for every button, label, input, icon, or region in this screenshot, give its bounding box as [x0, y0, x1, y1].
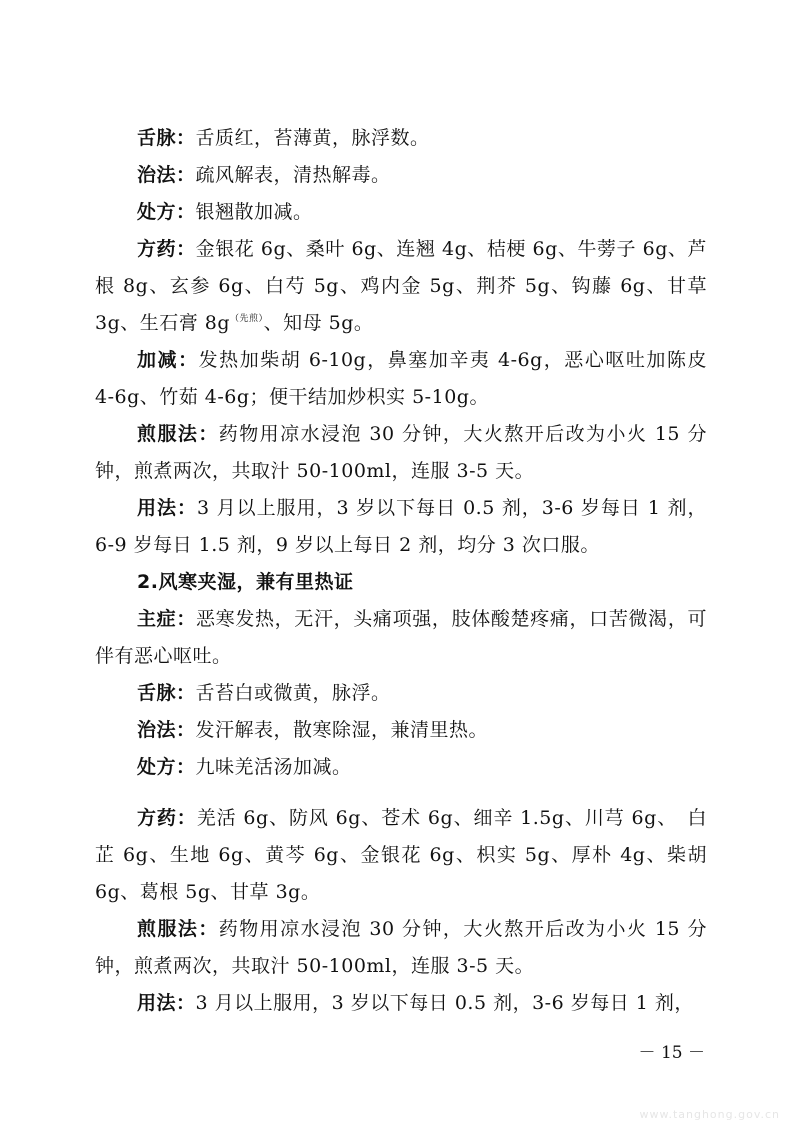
paragraph-usage-2 [95, 985, 707, 1022]
para-text: 舌质红，苔薄黄，脉浮数。 [195, 127, 430, 149]
paragraph-treatment-method [95, 157, 707, 194]
para-label: 舌脉 [137, 682, 177, 704]
label-colon: ： [198, 423, 219, 445]
label-colon: ： [198, 918, 219, 940]
para-text: 九味羌活汤加减。 [195, 756, 352, 778]
para-label: 加减 [137, 349, 179, 371]
paragraph-usage [95, 490, 707, 564]
paragraph-formula-2 [95, 800, 707, 911]
para-label: 用法 [137, 497, 177, 519]
para-label: 方药 [137, 807, 177, 829]
watermark: www.tanghong.gov.cn [639, 1108, 780, 1121]
paragraph-modifications [95, 342, 707, 416]
paragraph-formula [95, 231, 707, 342]
page-number: － 15 － [638, 1043, 705, 1063]
label-colon: ： [176, 238, 196, 260]
paragraph-treatment-method-2 [95, 712, 707, 749]
para-text: 3 月以上服用，3 岁以下每日 0.5 剂，3-6 岁每日 1 剂，6-9 岁每日 1.5 剂，9 岁以上每日 2 剂，均分 3 次口服。 [95, 497, 707, 556]
paragraph-tongue-pulse [95, 120, 707, 157]
para-text: 银翘散加减。 [195, 201, 313, 223]
label-colon: ： [176, 497, 197, 519]
para-text: 舌苔白或微黄，脉浮。 [195, 682, 391, 704]
paragraph-tongue-pulse-2 [95, 675, 707, 712]
paragraph-decoction [95, 416, 707, 490]
para-text: 恶寒发热，无汗，头痛项强，肢体酸楚疼痛，口苦微渴，可伴有恶心呕吐。 [95, 608, 707, 667]
para-label: 治法 [137, 719, 177, 741]
para-label: 方药 [137, 238, 177, 260]
label-colon: ： [176, 201, 196, 223]
label-colon: ： [176, 164, 196, 186]
para-label: 处方 [137, 201, 177, 223]
para-text: 疏风解表，清热解毒。 [195, 164, 391, 186]
para-text: 发热加柴胡 6-10g，鼻塞加辛夷 4-6g，恶心呕吐加陈皮 4-6g、竹茹 4-6g；便干结加炒枳实 5-10g。 [95, 349, 707, 408]
section-heading: 2.风寒夹湿，兼有里热证 [137, 571, 354, 593]
para-text: 羌活 6g、防风 6g、苍术 6g、细辛 1.5g、川芎 6g、 白芷 6g、生地 6g、黄芩 6g、金银花 6g、枳实 5g、厚朴 4g、柴胡 6g、葛根 5g、甘草 3g。 [95, 807, 707, 903]
para-label: 主症 [137, 608, 177, 630]
label-colon: ： [176, 807, 197, 829]
para-text: 发汗解表，散寒除湿，兼清里热。 [195, 719, 489, 741]
paragraph-main-symptoms [95, 601, 707, 675]
para-label: 处方 [137, 756, 177, 778]
paragraph-prescription-2 [95, 749, 707, 786]
paragraph-prescription [95, 194, 707, 231]
label-colon: ： [176, 127, 196, 149]
para-label: 用法 [137, 992, 177, 1014]
para-label: 煎服法 [137, 423, 199, 445]
label-colon: ： [176, 719, 196, 741]
label-colon: ： [176, 682, 196, 704]
para-text: 药物用凉水浸泡 30 分钟，大火熬开后改为小火 15 分钟，煎煮两次，共取汁 50-100ml，连服 3-5 天。 [95, 423, 707, 482]
decoct-first-note: （先煎） [230, 314, 264, 324]
label-colon: ： [176, 992, 196, 1014]
para-text-after: 、知母 5g。 [263, 312, 374, 334]
para-text: 3 月以上服用，3 岁以下每日 0.5 剂，3-6 岁每日 1 剂， [195, 992, 694, 1014]
label-colon: ： [176, 756, 196, 778]
para-text: 金银花 6g、桑叶 6g、连翘 4g、桔梗 6g、牛蒡子 6g、芦根 8g、玄参 6g、白芍 5g、鸡内金 5g、荆芥 5g、钩藤 6g、甘草 3g、生石膏 8g [95, 238, 707, 334]
para-label: 治法 [137, 164, 177, 186]
label-colon: ： [178, 349, 199, 371]
para-label: 舌脉 [137, 127, 177, 149]
para-text: 药物用凉水浸泡 30 分钟，大火熬开后改为小火 15 分钟，煎煮两次，共取汁 50-100ml，连服 3-5 天。 [95, 918, 707, 977]
label-colon: ： [176, 608, 196, 630]
para-label: 煎服法 [137, 918, 199, 940]
paragraph-decoction-2 [95, 911, 707, 985]
